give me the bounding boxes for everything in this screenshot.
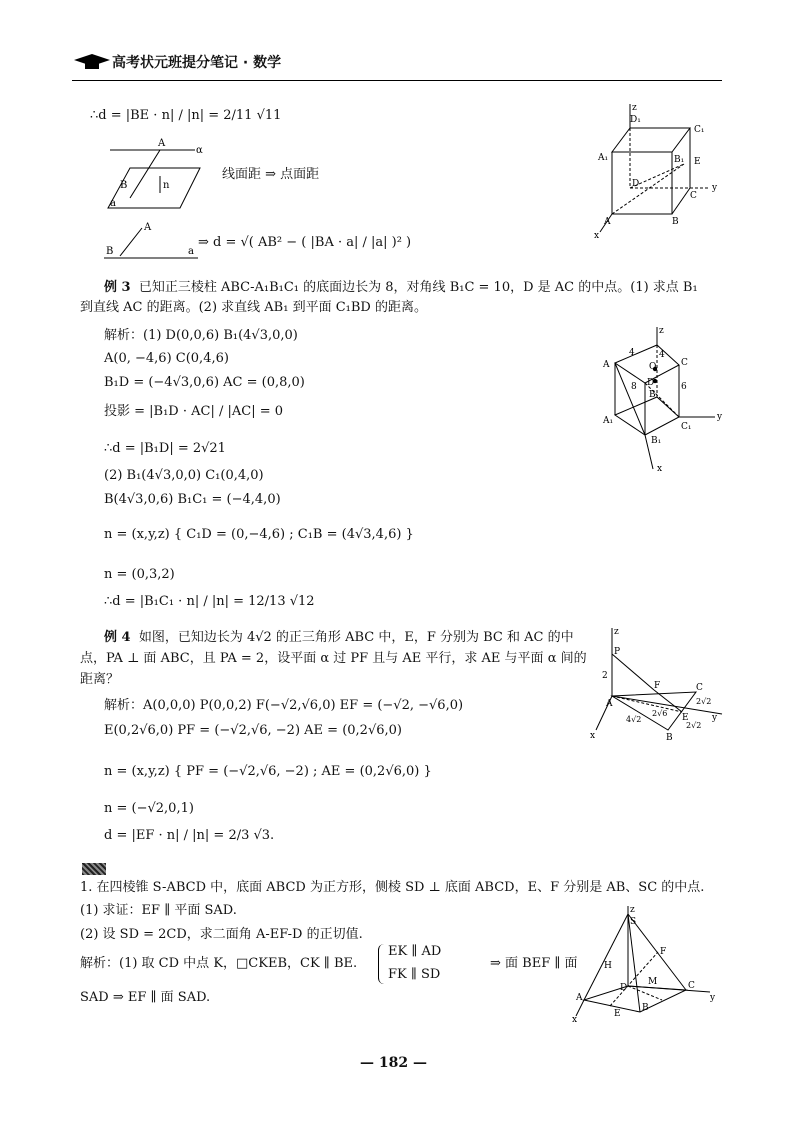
header-rule xyxy=(72,80,722,81)
pyr-label-y: y xyxy=(710,993,716,1003)
tri-label-a: A xyxy=(606,699,613,709)
line-label-avec: a xyxy=(188,246,194,257)
ex3-line-6: B(4√3,0,6) B₁C₁ = (−4,4,0) xyxy=(104,492,281,507)
header-title: 高考状元班提分笔记 · 数学 xyxy=(112,55,282,71)
pyr-label-a: A xyxy=(576,993,583,1003)
pyr-label-z: z xyxy=(630,905,635,915)
prism-label-8: 8 xyxy=(631,382,637,392)
ex4-text3: 距离？ xyxy=(80,672,120,687)
pyr-label-m: M xyxy=(648,977,658,987)
ex3-line-9: ∴d = |B₁C₁ · n| / |n| = 12/13 √12 xyxy=(104,594,315,609)
line-plane-label: 线面距 ⇒ 点面距 xyxy=(222,167,320,182)
practice-q1: 1. 在四棱锥 S-ABCD 中，底面 ABCD 为正方形，侧棱 SD ⊥ 底面 ABCD，E、F 分别是 AB、SC 的中点. xyxy=(80,880,705,895)
prism-label-6: 6 xyxy=(681,382,687,392)
tri-label-e: E xyxy=(682,713,689,723)
ex3-line-2: B₁D = (−4√3,0,6) AC = (0,8,0) xyxy=(104,375,305,390)
prism-label-o: O xyxy=(649,362,657,372)
line-label-a: A xyxy=(144,222,152,233)
practice-q1a: (1) 求证：EF ∥ 平面 SAD. xyxy=(80,903,237,918)
prism-label-d: D xyxy=(647,378,655,388)
line-label-b: B xyxy=(106,246,114,257)
fig-label-n: n xyxy=(163,180,170,191)
fig-label-b: B xyxy=(120,180,128,191)
cube-label-b: B xyxy=(672,217,679,227)
tri-label-2r2a: 2√2 xyxy=(696,697,712,706)
pyr-label-h: H xyxy=(604,961,612,971)
ex3-line-1: A(0, −4,6) C(0,4,6) xyxy=(104,351,229,366)
cube-label-y: y xyxy=(712,183,718,193)
tri-label-z: z xyxy=(614,627,619,637)
cube-label-b1: B₁ xyxy=(674,155,685,165)
cube-figure xyxy=(590,100,720,240)
ex4-line-2: n = (x,y,z) { PF = (−√2,√6, −2) ; AE = (0,2√6,0) } xyxy=(104,764,432,779)
prism-figure xyxy=(595,325,725,473)
pyr-label-s: S xyxy=(630,917,637,927)
ex3-line-5: (2) B₁(4√3,0,0) C₁(0,4,0) xyxy=(104,468,264,483)
tri-label-2r2b: 2√2 xyxy=(686,721,702,730)
prism-label-y: y xyxy=(717,412,723,422)
practice-sol-tail: ⇒ 面 BEF ∥ 面 xyxy=(490,956,578,971)
ex4-line-1: E(0,2√6,0) PF = (−√2,√6, −2) AE = (0,2√6,0) xyxy=(104,723,402,738)
cube-label-a1: A₁ xyxy=(598,153,609,163)
cube-label-x: x xyxy=(594,231,600,240)
practice-sol1: 解析：(1) 取 CD 中点 K，□CKEB，CK ∥ BE. xyxy=(80,956,358,971)
brace-icon xyxy=(378,944,387,984)
practice-badge-icon xyxy=(82,858,106,877)
page-number: — 182 — xyxy=(360,1055,427,1071)
formula-d1: ∴d = |BE · n| / |n| = 2/11 √11 xyxy=(90,108,282,123)
pyr-label-d: D xyxy=(620,983,628,993)
prism-label-b1: B₁ xyxy=(651,436,662,446)
ex3-title: 例 3 xyxy=(104,280,131,295)
prism-label-x: x xyxy=(657,464,663,473)
plane-diagram xyxy=(100,138,210,216)
tri-label-2: 2 xyxy=(602,671,608,681)
tri-label-2r6: 2√6 xyxy=(652,709,668,718)
tri-label-y: y xyxy=(712,713,718,723)
ex4-text1: 如图，已知边长为 4√2 的正三角形 ABC 中，E，F 分别为 BC 和 AC 的中 xyxy=(138,630,574,645)
tri-label-4r2: 4√2 xyxy=(626,715,642,724)
prism-label-b: B xyxy=(649,390,656,400)
practice-brace1: EK ∥ AD xyxy=(388,944,442,959)
tri-label-f: F xyxy=(654,681,661,691)
prism-label-a1: A₁ xyxy=(603,416,614,426)
ex3-line-4: ∴d = |B₁D| = 2√21 xyxy=(104,441,226,456)
line-diagram xyxy=(100,222,200,264)
ex3-line-7: n = (x,y,z) { C₁D = (0,−4,6) ; C₁B = (4√3,4,6) } xyxy=(104,527,414,542)
prism-label-a: A xyxy=(603,360,610,370)
fig-label-plane: a xyxy=(110,198,116,209)
ex4-line-0: 解析：A(0,0,0) P(0,0,2) F(−√2,√6,0) EF = (−√2, −√6,0) xyxy=(104,698,464,713)
practice-sol2: SAD ⇒ EF ∥ 面 SAD. xyxy=(80,990,211,1005)
cube-label-c: C xyxy=(690,191,697,201)
cube-label-e: E xyxy=(694,157,701,167)
fig-label-a: A xyxy=(158,138,166,149)
ex3-line-3: 投影 = |B₁D · AC| / |AC| = 0 xyxy=(104,404,284,419)
triangle-figure xyxy=(586,624,726,744)
pyr-label-x: x xyxy=(572,1015,578,1024)
ex4-text2: 点，PA ⊥ 面 ABC，且 PA = 2，设平面 α 过 PF 且与 AE 平行，求 AE 与平面 α 间的 xyxy=(80,651,587,666)
ex3-line-0: 解析：(1) D(0,0,6) B₁(4√3,0,0) xyxy=(104,328,298,343)
practice-brace2: FK ∥ SD xyxy=(388,967,441,982)
prism-label-c: C xyxy=(681,358,688,368)
cube-label-z: z xyxy=(632,103,637,113)
pyramid-figure xyxy=(570,904,720,1024)
pyr-label-e: E xyxy=(614,1009,621,1019)
tri-label-c: C xyxy=(696,683,703,693)
tri-label-b: B xyxy=(666,733,673,743)
ex3-text2: 到直线 AC 的距离。(2) 求直线 AB₁ 到平面 C₁BD 的距离。 xyxy=(80,300,427,315)
ex4-line-3: n = (−√2,0,1) xyxy=(104,801,194,816)
formula-d2: ⇒ d = √( AB² − ( |BA · a| / |a| )² ) xyxy=(198,235,412,250)
ex3-text1: 已知正三棱柱 ABC-A₁B₁C₁ 的底面边长为 8，对角线 B₁C = 10，D 是 AC 的中点。(1) 求点 B₁ xyxy=(138,280,698,295)
cube-label-a: A xyxy=(604,217,611,227)
tri-label-x: x xyxy=(590,731,596,741)
fig-label-alpha: α xyxy=(196,145,203,156)
prism-label-4b: 4 xyxy=(659,350,665,360)
cube-label-d1: D₁ xyxy=(630,115,641,125)
mortarboard-icon xyxy=(70,52,114,72)
pyr-label-c: C xyxy=(688,981,695,991)
prism-label-z: z xyxy=(659,326,664,336)
prism-label-4a: 4 xyxy=(629,348,635,358)
cube-label-c1: C₁ xyxy=(694,125,705,135)
cube-label-d: D xyxy=(632,179,640,189)
ex4-title: 例 4 xyxy=(104,630,131,645)
prism-label-c1: C₁ xyxy=(681,422,692,432)
ex4-line-4: d = |EF · n| / |n| = 2/3 √3. xyxy=(104,828,275,843)
ex3-line-8: n = (0,3,2) xyxy=(104,567,175,582)
pyr-label-f: F xyxy=(660,947,667,957)
pyr-label-b: B xyxy=(642,1003,649,1013)
tri-label-p: P xyxy=(614,647,621,657)
practice-q1b: (2) 设 SD = 2CD，求二面角 A-EF-D 的正切值. xyxy=(80,927,363,942)
